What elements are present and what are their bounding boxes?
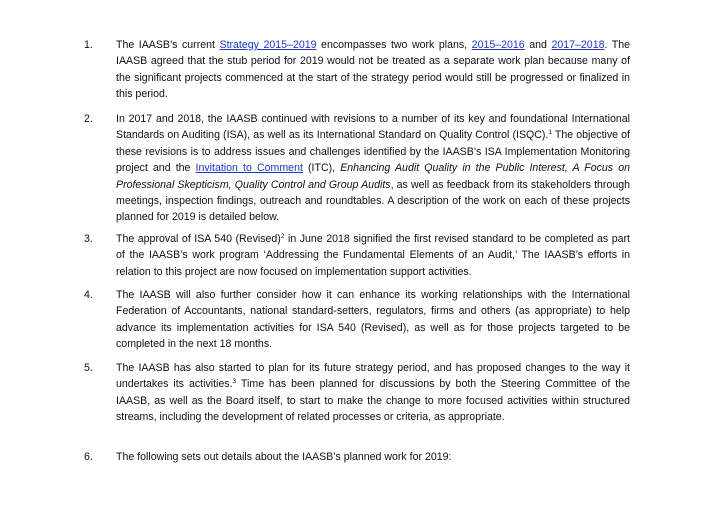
paragraph-number: 4.: [84, 289, 93, 301]
text-span: . The IAASB agreed that the stub period for 2019 would not be treated as a separate work plan because many of the significant projects commenced at the start of the strategy period would still be progressed or finalized in this period.: [116, 39, 631, 101]
text-span: (ITC),: [302, 162, 341, 175]
text-span: in June 2018 signified the first revised standard to be completed as part of the IAASB’s work program ‘Addressing the Fundamental Elements of an Audit,’ The IAASB’s efforts in relation to this project are now focused on implementation support activities.: [116, 233, 630, 278]
paragraph-number: 1.: [84, 39, 93, 51]
paragraph-number: 2.: [84, 113, 93, 125]
text-span: The approval of ISA 540 (Revised): [116, 233, 281, 245]
paragraph-text: [116, 360, 630, 426]
work-plan-2015-2016-link[interactable]: 2015–2016: [471, 39, 525, 51]
paragraph-number: 5.: [84, 362, 93, 374]
paragraph-text: [116, 37, 630, 103]
footnote-ref-1[interactable]: 1: [548, 129, 552, 137]
paragraph-text: [116, 111, 630, 226]
text-span: Time has been planned for discussions by both the Steering Committee of the IAASB, as well as the Board itself, to start to make the change to more focused activities within structured streams, including the development of related processes or criteria, as appropriate.: [116, 378, 630, 424]
paragraph-number: 6.: [84, 451, 93, 463]
text-span: The IAASB will also further consider how it can enhance its working relationships with the International Federation of Accountants, national standard-setters, regulators, firms and others (as appropriate) to help advance its implementation activities for ISA 540 (Revised), as well as for those projects targeted to be completed in the next 18 months.: [116, 289, 630, 351]
paragraph-text: [116, 287, 630, 353]
paragraph-number: 3.: [84, 233, 93, 245]
paragraph-text: [116, 231, 630, 280]
footnote-ref-3[interactable]: 3: [232, 378, 237, 386]
paragraph-text: [116, 449, 630, 465]
text-span: encompasses two work plans,: [316, 39, 472, 51]
work-plan-2017-2018-link[interactable]: 2017–2018: [551, 39, 605, 51]
text-span: and: [524, 39, 552, 51]
text-span: In 2017 and 2018, the IAASB continued with revisions to a number of its key and foundational International Standards on Auditing (ISA), as well as its International Standard on Quality Control (ISQC).: [116, 113, 630, 142]
itc-title-italic: Enhancing Audit Quality in the Public Interest, A Focus on Professional Skepticism, Quality Control and Group Audits: [116, 162, 630, 191]
text-span: The IAASB’s current: [116, 39, 220, 51]
invitation-to-comment-link[interactable]: Invitation to Comment: [195, 162, 303, 175]
strategy-2015-2019-link[interactable]: Strategy 2015–2019: [219, 39, 317, 51]
text-span: The following sets out details about the IAASB’s planned work for 2019:: [116, 451, 452, 463]
text-span: The objective of these revisions is to address issues and challenges identified by the IAASB’s ISA Implementation Monitoring project and the: [116, 129, 630, 175]
text-span: The IAASB has also started to plan for its future strategy period, and has proposed changes to the way it undertakes its activities.: [116, 362, 630, 391]
text-span: , as well as feedback from its stakeholders through meetings, inspection findings, outreach and roundtables. A description of the work on each of these projects planned for 2019 is detailed below.: [116, 178, 631, 224]
footnote-ref-2[interactable]: 2: [280, 233, 285, 240]
